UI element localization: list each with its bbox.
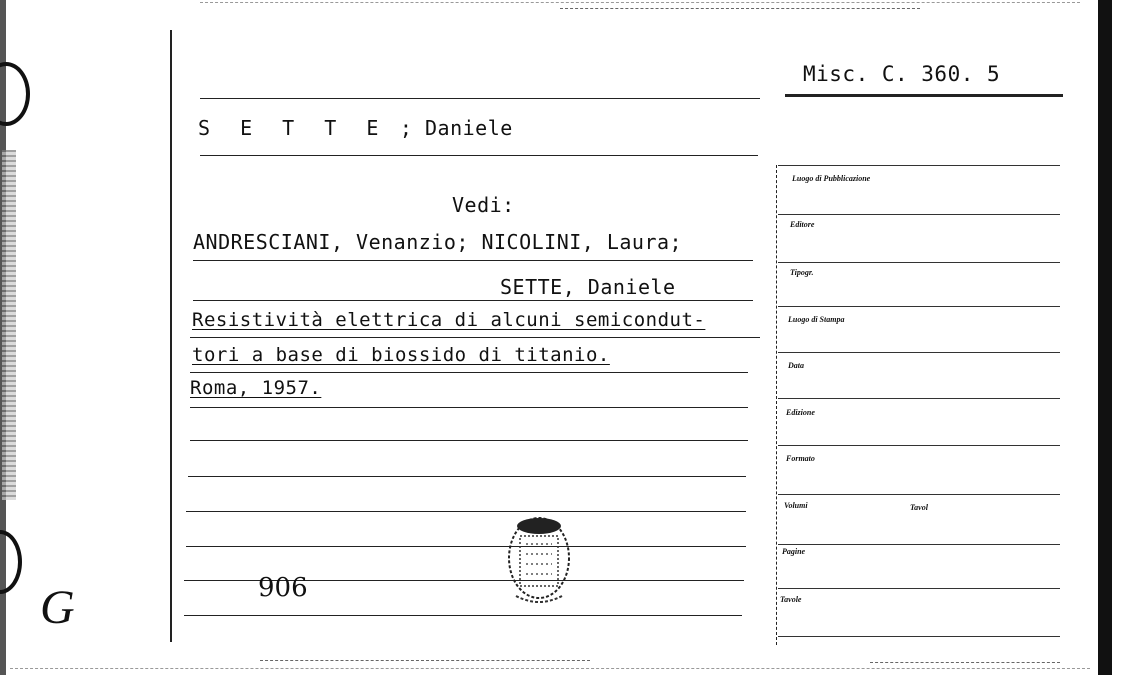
handwritten-letter: G <box>40 581 75 634</box>
bottom-edge-noise <box>10 668 1090 669</box>
label-volumi: Volumi <box>784 501 808 510</box>
right-scan-edge <box>1098 0 1112 675</box>
title-line-2: tori a base di biossido di titanio. <box>192 344 610 366</box>
binder-hole-bottom <box>0 530 22 594</box>
label-editore: Editore <box>790 220 815 229</box>
rule-9 <box>188 476 746 477</box>
imprint: Roma, 1957. <box>190 377 322 399</box>
label-tavole-2: Tavole <box>780 595 802 604</box>
label-pagine: Pagine <box>782 547 806 556</box>
rule-10 <box>186 511 746 512</box>
form-rule-3 <box>778 306 1060 307</box>
label-tipogr: Tipogr. <box>790 268 814 277</box>
authors-line-1: ANDRESCIANI, Venanzio; NICOLINI, Laura; <box>193 230 683 254</box>
form-rule-9 <box>778 588 1060 589</box>
rule-13 <box>184 615 742 616</box>
author-heading <box>198 116 513 140</box>
label-edizione: Edizione <box>786 408 815 417</box>
rule-5 <box>190 337 760 338</box>
form-rule-8 <box>778 544 1060 545</box>
rule-4 <box>193 300 753 301</box>
label-formato: Formato <box>786 454 815 463</box>
rule-8 <box>190 440 748 441</box>
see-label: Vedi: <box>452 193 515 217</box>
top-edge-noise-2 <box>200 2 1080 3</box>
form-rule-7 <box>778 494 1060 495</box>
library-stamp <box>498 512 580 608</box>
left-edge-texture <box>2 150 16 500</box>
rule-6 <box>190 372 748 373</box>
shelfmark-rule <box>785 94 1063 97</box>
top-edge-noise <box>560 8 920 9</box>
rule-1 <box>200 98 760 99</box>
rule-7 <box>190 407 748 408</box>
authors-line-2: SETTE, Daniele <box>500 275 676 299</box>
form-rule-6 <box>778 445 1060 446</box>
bottom-edge-noise-3 <box>870 662 1060 663</box>
form-rule-2 <box>778 262 1060 263</box>
label-luogo-stampa: Luogo di Stampa <box>788 315 845 324</box>
handwritten-number: 906 <box>258 573 308 603</box>
label-data: Data <box>788 361 804 370</box>
binder-hole-top <box>0 62 30 126</box>
rule-11 <box>186 546 746 547</box>
rule-2 <box>200 155 758 156</box>
form-rule-5 <box>778 398 1060 399</box>
label-tavole: Tavol <box>910 503 928 512</box>
author-forename: Daniele <box>425 116 513 140</box>
title-line-1: Resistività elettrica di alcuni semicondut- <box>192 309 706 331</box>
author-separator: ; <box>399 116 413 140</box>
form-rule-10 <box>778 636 1060 637</box>
form-rule-1 <box>778 214 1060 215</box>
form-panel-top <box>778 165 1060 166</box>
left-margin-rule <box>170 30 172 642</box>
label-luogo-pubblicazione: Luogo di Pubblicazione <box>792 174 871 183</box>
author-surname: S E T T E <box>198 116 388 140</box>
form-rule-4 <box>778 352 1060 353</box>
shelfmark: Misc. C. 360. 5 <box>803 62 1001 86</box>
rule-3 <box>193 260 753 261</box>
bottom-edge-noise-2 <box>260 660 590 661</box>
form-panel-left <box>776 165 777 645</box>
